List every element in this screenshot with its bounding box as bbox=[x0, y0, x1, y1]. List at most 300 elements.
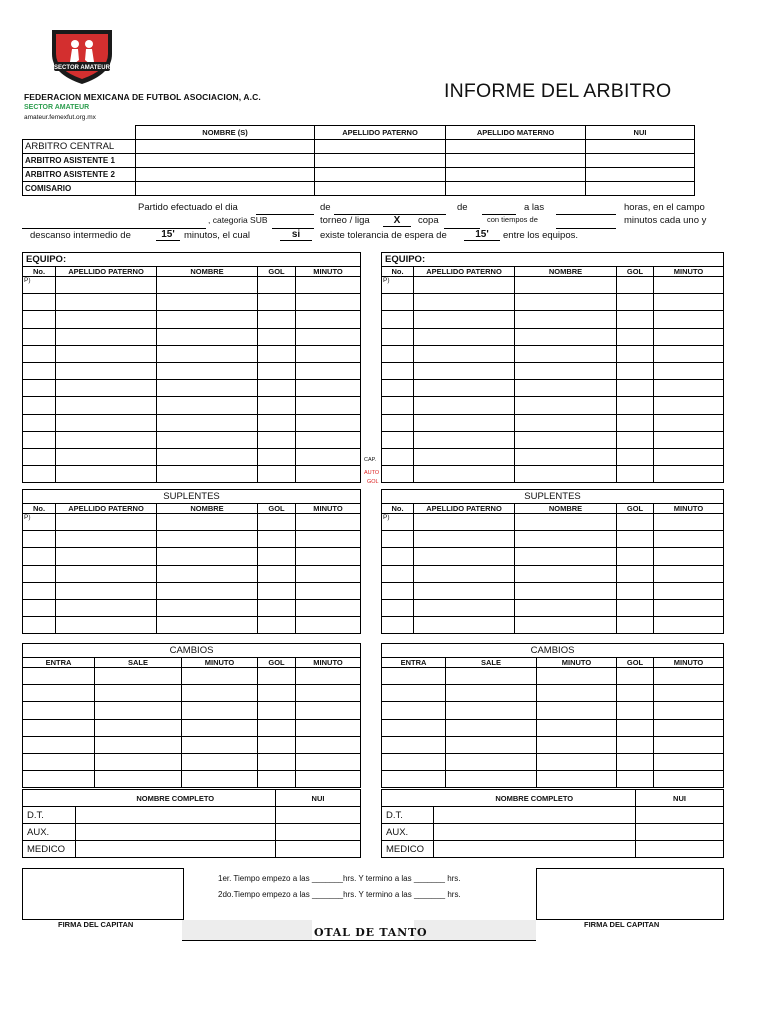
input-cell[interactable] bbox=[95, 702, 182, 719]
copa-field[interactable] bbox=[444, 217, 480, 229]
input-cell[interactable] bbox=[23, 565, 56, 582]
input-cell[interactable] bbox=[56, 362, 157, 379]
input-cell[interactable] bbox=[617, 719, 654, 736]
input-cell[interactable] bbox=[258, 362, 296, 379]
input-cell[interactable] bbox=[23, 599, 56, 616]
input-cell[interactable] bbox=[296, 685, 361, 702]
input-cell[interactable] bbox=[537, 668, 617, 685]
input-cell[interactable] bbox=[654, 668, 724, 685]
torneo-mark[interactable]: X bbox=[383, 215, 411, 227]
input-cell[interactable] bbox=[446, 771, 537, 788]
input-cell[interactable] bbox=[537, 685, 617, 702]
input-cell[interactable] bbox=[296, 719, 361, 736]
input-cell[interactable] bbox=[95, 736, 182, 753]
input-cell[interactable] bbox=[258, 414, 296, 431]
input-cell[interactable] bbox=[23, 702, 95, 719]
input-cell[interactable] bbox=[76, 807, 276, 824]
input-cell[interactable] bbox=[382, 565, 414, 582]
input-cell[interactable] bbox=[296, 431, 361, 448]
input-cell[interactable] bbox=[654, 431, 724, 448]
input-cell[interactable] bbox=[382, 599, 414, 616]
input-cell[interactable] bbox=[515, 397, 617, 414]
input-cell[interactable] bbox=[654, 414, 724, 431]
input-cell[interactable] bbox=[258, 565, 296, 582]
input-cell[interactable] bbox=[157, 565, 258, 582]
input-cell[interactable] bbox=[56, 328, 157, 345]
input-cell[interactable] bbox=[56, 582, 157, 599]
input-cell[interactable] bbox=[182, 668, 258, 685]
input-cell[interactable] bbox=[382, 685, 446, 702]
input-cell[interactable] bbox=[23, 345, 56, 362]
input-cell[interactable] bbox=[95, 685, 182, 702]
input-cell[interactable] bbox=[56, 414, 157, 431]
input-cell[interactable] bbox=[617, 736, 654, 753]
input-cell[interactable] bbox=[617, 294, 654, 311]
input-cell[interactable] bbox=[23, 397, 56, 414]
input-cell[interactable] bbox=[157, 582, 258, 599]
input-cell[interactable] bbox=[654, 736, 724, 753]
input-cell[interactable] bbox=[446, 668, 537, 685]
input-cell[interactable] bbox=[296, 599, 361, 616]
input-cell[interactable] bbox=[157, 362, 258, 379]
categoria-field[interactable] bbox=[272, 217, 314, 229]
input-cell[interactable] bbox=[654, 294, 724, 311]
hour-field[interactable] bbox=[556, 203, 616, 215]
tolerancia-value[interactable]: 15' bbox=[464, 229, 500, 241]
input-cell[interactable] bbox=[23, 294, 56, 311]
input-cell[interactable] bbox=[258, 328, 296, 345]
input-cell[interactable] bbox=[56, 345, 157, 362]
input-cell[interactable] bbox=[414, 380, 515, 397]
input-cell[interactable] bbox=[414, 294, 515, 311]
input-cell[interactable] bbox=[414, 397, 515, 414]
input-cell[interactable] bbox=[23, 414, 56, 431]
input-cell[interactable] bbox=[414, 565, 515, 582]
input-cell[interactable] bbox=[515, 466, 617, 483]
input-cell[interactable] bbox=[157, 548, 258, 565]
input-cell[interactable] bbox=[258, 345, 296, 362]
input-cell[interactable] bbox=[586, 168, 695, 182]
input-cell[interactable] bbox=[414, 599, 515, 616]
input-cell[interactable] bbox=[182, 702, 258, 719]
input-cell[interactable] bbox=[56, 514, 157, 531]
input-cell[interactable] bbox=[446, 702, 537, 719]
input-cell[interactable] bbox=[586, 140, 695, 154]
input-cell[interactable] bbox=[23, 771, 95, 788]
input-cell[interactable] bbox=[258, 380, 296, 397]
input-cell[interactable] bbox=[654, 514, 724, 531]
row-marker[interactable]: P) bbox=[382, 277, 414, 294]
row-marker[interactable]: P) bbox=[23, 514, 56, 531]
input-cell[interactable] bbox=[382, 345, 414, 362]
input-cell[interactable] bbox=[382, 362, 414, 379]
input-cell[interactable] bbox=[296, 582, 361, 599]
input-cell[interactable] bbox=[414, 345, 515, 362]
input-cell[interactable] bbox=[157, 345, 258, 362]
input-cell[interactable] bbox=[617, 548, 654, 565]
input-cell[interactable] bbox=[296, 565, 361, 582]
input-cell[interactable] bbox=[446, 168, 586, 182]
input-cell[interactable] bbox=[654, 771, 724, 788]
input-cell[interactable] bbox=[654, 565, 724, 582]
input-cell[interactable] bbox=[382, 311, 414, 328]
input-cell[interactable] bbox=[182, 771, 258, 788]
input-cell[interactable] bbox=[617, 380, 654, 397]
input-cell[interactable] bbox=[446, 154, 586, 168]
input-cell[interactable] bbox=[446, 685, 537, 702]
input-cell[interactable] bbox=[537, 702, 617, 719]
input-cell[interactable] bbox=[515, 311, 617, 328]
input-cell[interactable] bbox=[258, 599, 296, 616]
input-cell[interactable] bbox=[296, 548, 361, 565]
input-cell[interactable] bbox=[515, 448, 617, 465]
input-cell[interactable] bbox=[382, 753, 446, 770]
input-cell[interactable] bbox=[537, 719, 617, 736]
input-cell[interactable] bbox=[296, 328, 361, 345]
input-cell[interactable] bbox=[434, 841, 636, 858]
input-cell[interactable] bbox=[157, 617, 258, 634]
input-cell[interactable] bbox=[537, 736, 617, 753]
input-cell[interactable] bbox=[617, 448, 654, 465]
input-cell[interactable] bbox=[617, 514, 654, 531]
input-cell[interactable] bbox=[296, 514, 361, 531]
input-cell[interactable] bbox=[56, 448, 157, 465]
input-cell[interactable] bbox=[617, 617, 654, 634]
input-cell[interactable] bbox=[258, 668, 296, 685]
input-cell[interactable] bbox=[258, 448, 296, 465]
input-cell[interactable] bbox=[515, 565, 617, 582]
input-cell[interactable] bbox=[56, 294, 157, 311]
input-cell[interactable] bbox=[296, 311, 361, 328]
input-cell[interactable] bbox=[382, 719, 446, 736]
input-cell[interactable] bbox=[95, 753, 182, 770]
input-cell[interactable] bbox=[654, 397, 724, 414]
input-cell[interactable] bbox=[586, 154, 695, 168]
input-cell[interactable] bbox=[296, 397, 361, 414]
input-cell[interactable] bbox=[382, 431, 414, 448]
input-cell[interactable] bbox=[23, 668, 95, 685]
input-cell[interactable] bbox=[157, 466, 258, 483]
input-cell[interactable] bbox=[157, 294, 258, 311]
input-cell[interactable] bbox=[382, 548, 414, 565]
input-cell[interactable] bbox=[382, 414, 414, 431]
input-cell[interactable] bbox=[56, 277, 157, 294]
input-cell[interactable] bbox=[617, 414, 654, 431]
input-cell[interactable] bbox=[654, 531, 724, 548]
input-cell[interactable] bbox=[515, 277, 617, 294]
input-cell[interactable] bbox=[654, 617, 724, 634]
input-cell[interactable] bbox=[515, 531, 617, 548]
input-cell[interactable] bbox=[23, 380, 56, 397]
input-cell[interactable] bbox=[515, 362, 617, 379]
input-cell[interactable] bbox=[23, 685, 95, 702]
input-cell[interactable] bbox=[296, 736, 361, 753]
input-cell[interactable] bbox=[56, 617, 157, 634]
input-cell[interactable] bbox=[296, 448, 361, 465]
input-cell[interactable] bbox=[56, 380, 157, 397]
input-cell[interactable] bbox=[56, 431, 157, 448]
input-cell[interactable] bbox=[382, 702, 446, 719]
input-cell[interactable] bbox=[136, 182, 315, 196]
input-cell[interactable] bbox=[157, 311, 258, 328]
input-cell[interactable] bbox=[76, 841, 276, 858]
input-cell[interactable] bbox=[157, 397, 258, 414]
input-cell[interactable] bbox=[414, 548, 515, 565]
input-cell[interactable] bbox=[157, 277, 258, 294]
input-cell[interactable] bbox=[56, 466, 157, 483]
input-cell[interactable] bbox=[56, 565, 157, 582]
campo-field[interactable] bbox=[22, 217, 206, 229]
input-cell[interactable] bbox=[414, 431, 515, 448]
input-cell[interactable] bbox=[296, 414, 361, 431]
input-cell[interactable] bbox=[654, 466, 724, 483]
input-cell[interactable] bbox=[157, 514, 258, 531]
input-cell[interactable] bbox=[515, 431, 617, 448]
input-cell[interactable] bbox=[95, 668, 182, 685]
input-cell[interactable] bbox=[617, 345, 654, 362]
input-cell[interactable] bbox=[182, 685, 258, 702]
input-cell[interactable] bbox=[95, 771, 182, 788]
input-cell[interactable] bbox=[515, 514, 617, 531]
input-cell[interactable] bbox=[157, 414, 258, 431]
input-cell[interactable] bbox=[23, 548, 56, 565]
input-cell[interactable] bbox=[382, 668, 446, 685]
input-cell[interactable] bbox=[654, 345, 724, 362]
input-cell[interactable] bbox=[515, 414, 617, 431]
year-field[interactable] bbox=[482, 203, 516, 215]
input-cell[interactable] bbox=[446, 719, 537, 736]
input-cell[interactable] bbox=[296, 380, 361, 397]
input-cell[interactable] bbox=[382, 328, 414, 345]
input-cell[interactable] bbox=[654, 328, 724, 345]
input-cell[interactable] bbox=[315, 182, 446, 196]
input-cell[interactable] bbox=[23, 753, 95, 770]
input-cell[interactable] bbox=[23, 531, 56, 548]
input-cell[interactable] bbox=[276, 841, 361, 858]
input-cell[interactable] bbox=[56, 311, 157, 328]
input-cell[interactable] bbox=[414, 414, 515, 431]
input-cell[interactable] bbox=[382, 531, 414, 548]
input-cell[interactable] bbox=[296, 277, 361, 294]
input-cell[interactable] bbox=[23, 466, 56, 483]
input-cell[interactable] bbox=[515, 582, 617, 599]
input-cell[interactable] bbox=[414, 277, 515, 294]
input-cell[interactable] bbox=[136, 154, 315, 168]
input-cell[interactable] bbox=[258, 582, 296, 599]
input-cell[interactable] bbox=[537, 771, 617, 788]
input-cell[interactable] bbox=[315, 168, 446, 182]
tiempos-field[interactable] bbox=[556, 217, 616, 229]
input-cell[interactable] bbox=[258, 397, 296, 414]
input-cell[interactable] bbox=[617, 685, 654, 702]
input-cell[interactable] bbox=[23, 328, 56, 345]
input-cell[interactable] bbox=[76, 824, 276, 841]
input-cell[interactable] bbox=[617, 466, 654, 483]
input-cell[interactable] bbox=[23, 719, 95, 736]
input-cell[interactable] bbox=[654, 702, 724, 719]
input-cell[interactable] bbox=[617, 753, 654, 770]
input-cell[interactable] bbox=[157, 448, 258, 465]
input-cell[interactable] bbox=[654, 599, 724, 616]
input-cell[interactable] bbox=[157, 328, 258, 345]
input-cell[interactable] bbox=[414, 362, 515, 379]
input-cell[interactable] bbox=[654, 582, 724, 599]
day-field[interactable] bbox=[256, 203, 314, 215]
input-cell[interactable] bbox=[296, 702, 361, 719]
descanso-value[interactable]: 15' bbox=[156, 229, 180, 241]
input-cell[interactable] bbox=[617, 771, 654, 788]
input-cell[interactable] bbox=[296, 466, 361, 483]
input-cell[interactable] bbox=[23, 617, 56, 634]
tolerancia-si[interactable]: si bbox=[280, 229, 312, 241]
captain-signature-left[interactable] bbox=[22, 868, 184, 920]
input-cell[interactable] bbox=[446, 140, 586, 154]
input-cell[interactable] bbox=[296, 668, 361, 685]
input-cell[interactable] bbox=[446, 182, 586, 196]
input-cell[interactable] bbox=[414, 531, 515, 548]
input-cell[interactable] bbox=[23, 431, 56, 448]
input-cell[interactable] bbox=[617, 328, 654, 345]
input-cell[interactable] bbox=[382, 466, 414, 483]
input-cell[interactable] bbox=[654, 277, 724, 294]
input-cell[interactable] bbox=[654, 719, 724, 736]
input-cell[interactable] bbox=[434, 824, 636, 841]
input-cell[interactable] bbox=[182, 719, 258, 736]
row-marker[interactable]: P) bbox=[382, 514, 414, 531]
input-cell[interactable] bbox=[382, 448, 414, 465]
input-cell[interactable] bbox=[382, 380, 414, 397]
input-cell[interactable] bbox=[296, 345, 361, 362]
input-cell[interactable] bbox=[515, 617, 617, 634]
input-cell[interactable] bbox=[136, 140, 315, 154]
input-cell[interactable] bbox=[182, 753, 258, 770]
input-cell[interactable] bbox=[434, 807, 636, 824]
input-cell[interactable] bbox=[258, 514, 296, 531]
input-cell[interactable] bbox=[382, 771, 446, 788]
input-cell[interactable] bbox=[276, 824, 361, 841]
input-cell[interactable] bbox=[296, 531, 361, 548]
input-cell[interactable] bbox=[382, 617, 414, 634]
input-cell[interactable] bbox=[446, 753, 537, 770]
input-cell[interactable] bbox=[617, 531, 654, 548]
input-cell[interactable] bbox=[586, 182, 695, 196]
input-cell[interactable] bbox=[414, 311, 515, 328]
input-cell[interactable] bbox=[515, 294, 617, 311]
input-cell[interactable] bbox=[23, 448, 56, 465]
input-cell[interactable] bbox=[296, 294, 361, 311]
input-cell[interactable] bbox=[654, 380, 724, 397]
input-cell[interactable] bbox=[414, 514, 515, 531]
row-marker[interactable]: P) bbox=[23, 277, 56, 294]
input-cell[interactable] bbox=[23, 736, 95, 753]
input-cell[interactable] bbox=[515, 599, 617, 616]
input-cell[interactable] bbox=[157, 599, 258, 616]
input-cell[interactable] bbox=[636, 807, 724, 824]
input-cell[interactable] bbox=[617, 431, 654, 448]
input-cell[interactable] bbox=[136, 168, 315, 182]
input-cell[interactable] bbox=[258, 548, 296, 565]
input-cell[interactable] bbox=[296, 753, 361, 770]
input-cell[interactable] bbox=[382, 294, 414, 311]
input-cell[interactable] bbox=[258, 617, 296, 634]
input-cell[interactable] bbox=[617, 311, 654, 328]
input-cell[interactable] bbox=[617, 362, 654, 379]
input-cell[interactable] bbox=[654, 448, 724, 465]
input-cell[interactable] bbox=[276, 807, 361, 824]
input-cell[interactable] bbox=[617, 397, 654, 414]
input-cell[interactable] bbox=[56, 531, 157, 548]
input-cell[interactable] bbox=[382, 736, 446, 753]
input-cell[interactable] bbox=[23, 582, 56, 599]
input-cell[interactable] bbox=[654, 685, 724, 702]
input-cell[interactable] bbox=[654, 548, 724, 565]
input-cell[interactable] bbox=[617, 668, 654, 685]
input-cell[interactable] bbox=[296, 617, 361, 634]
input-cell[interactable] bbox=[617, 277, 654, 294]
input-cell[interactable] bbox=[157, 380, 258, 397]
input-cell[interactable] bbox=[258, 736, 296, 753]
input-cell[interactable] bbox=[296, 771, 361, 788]
input-cell[interactable] bbox=[296, 362, 361, 379]
input-cell[interactable] bbox=[617, 702, 654, 719]
input-cell[interactable] bbox=[617, 565, 654, 582]
input-cell[interactable] bbox=[258, 531, 296, 548]
input-cell[interactable] bbox=[446, 736, 537, 753]
input-cell[interactable] bbox=[654, 362, 724, 379]
captain-signature-right[interactable] bbox=[536, 868, 724, 920]
input-cell[interactable] bbox=[258, 466, 296, 483]
input-cell[interactable] bbox=[515, 328, 617, 345]
input-cell[interactable] bbox=[382, 582, 414, 599]
input-cell[interactable] bbox=[414, 448, 515, 465]
input-cell[interactable] bbox=[636, 824, 724, 841]
input-cell[interactable] bbox=[56, 548, 157, 565]
input-cell[interactable] bbox=[515, 345, 617, 362]
input-cell[interactable] bbox=[515, 548, 617, 565]
input-cell[interactable] bbox=[414, 582, 515, 599]
input-cell[interactable] bbox=[258, 719, 296, 736]
input-cell[interactable] bbox=[182, 736, 258, 753]
input-cell[interactable] bbox=[414, 617, 515, 634]
input-cell[interactable] bbox=[315, 140, 446, 154]
input-cell[interactable] bbox=[56, 599, 157, 616]
input-cell[interactable] bbox=[258, 311, 296, 328]
input-cell[interactable] bbox=[258, 771, 296, 788]
input-cell[interactable] bbox=[258, 753, 296, 770]
input-cell[interactable] bbox=[258, 277, 296, 294]
input-cell[interactable] bbox=[23, 311, 56, 328]
month-field[interactable] bbox=[334, 203, 446, 215]
total-tantos-line[interactable] bbox=[182, 920, 536, 941]
input-cell[interactable] bbox=[258, 702, 296, 719]
input-cell[interactable] bbox=[414, 328, 515, 345]
input-cell[interactable] bbox=[315, 154, 446, 168]
input-cell[interactable] bbox=[23, 362, 56, 379]
input-cell[interactable] bbox=[654, 311, 724, 328]
input-cell[interactable] bbox=[515, 380, 617, 397]
input-cell[interactable] bbox=[95, 719, 182, 736]
input-cell[interactable] bbox=[258, 685, 296, 702]
input-cell[interactable] bbox=[157, 431, 258, 448]
input-cell[interactable] bbox=[258, 431, 296, 448]
input-cell[interactable] bbox=[157, 531, 258, 548]
input-cell[interactable] bbox=[636, 841, 724, 858]
input-cell[interactable] bbox=[537, 753, 617, 770]
input-cell[interactable] bbox=[414, 466, 515, 483]
input-cell[interactable] bbox=[654, 753, 724, 770]
input-cell[interactable] bbox=[258, 294, 296, 311]
input-cell[interactable] bbox=[56, 397, 157, 414]
